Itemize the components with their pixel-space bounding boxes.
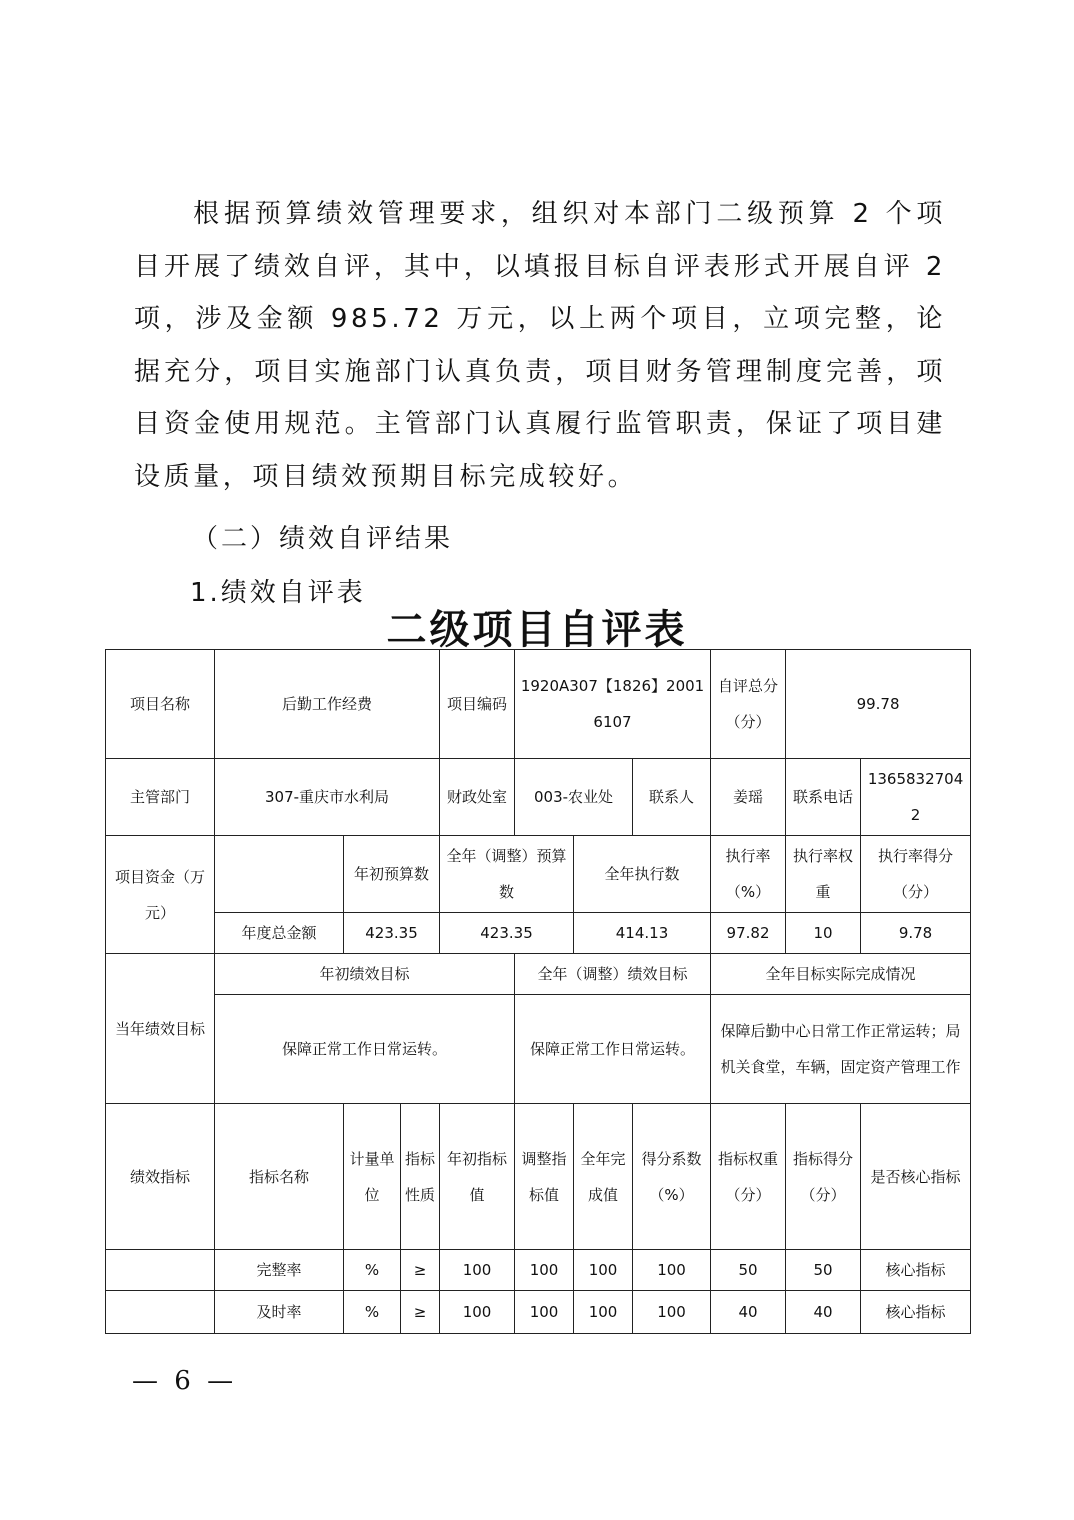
- column-header: 全年执行数: [574, 836, 711, 913]
- cell-label: 当年绩效目标: [106, 954, 215, 1104]
- self-evaluation-table: [105, 649, 971, 1334]
- cell-label: 项目资金（万元）: [106, 836, 215, 954]
- table-cell: 414.13: [574, 913, 711, 954]
- body-paragraph: [134, 188, 946, 503]
- contact: 姜瑶: [711, 759, 786, 836]
- table-cell: 及时率: [215, 1291, 344, 1334]
- table-cell: 40: [711, 1291, 786, 1334]
- column-header: 指标性质: [401, 1104, 440, 1250]
- column-header: 年初预算数: [344, 836, 440, 913]
- table-row: [106, 650, 971, 759]
- cell-label: 财政处室: [440, 759, 515, 836]
- cell-label: 自评总分（分）: [711, 650, 786, 759]
- table-cell: 核心指标: [861, 1291, 971, 1334]
- page-number: — 6 —: [132, 1366, 238, 1396]
- column-header: 得分系数（%）: [633, 1104, 711, 1250]
- table-row: [106, 759, 971, 836]
- column-header: 全年目标实际完成情况: [711, 954, 971, 995]
- table-cell: 100: [633, 1291, 711, 1334]
- table-cell: 100: [440, 1291, 515, 1334]
- table-cell: 40: [786, 1291, 861, 1334]
- empty-cell: [106, 1250, 215, 1291]
- table-cell: ≥: [401, 1250, 440, 1291]
- table-row: [106, 954, 971, 995]
- cell-label: 项目编码: [440, 650, 515, 759]
- column-header: 年初指标值: [440, 1104, 515, 1250]
- cell-label: 联系人: [633, 759, 711, 836]
- cell-label: 项目名称: [106, 650, 215, 759]
- table-row: [106, 836, 971, 913]
- column-header: 指标权重（分）: [711, 1104, 786, 1250]
- table-row: [106, 913, 971, 954]
- column-header: 是否核心指标: [861, 1104, 971, 1250]
- table-cell: 100: [515, 1291, 574, 1334]
- table-cell: 50: [711, 1250, 786, 1291]
- cell-label: 主管部门: [106, 759, 215, 836]
- table-cell: 100: [574, 1291, 633, 1334]
- column-header: 指标得分（分）: [786, 1104, 861, 1250]
- empty-cell: [106, 1291, 215, 1334]
- column-header: 执行率权重: [786, 836, 861, 913]
- body-paragraph-text: 根据预算绩效管理要求，组织对本部门二级预算 2 个项目开展了绩效自评，其中，以填报目标自评表形式开展自评 2 项，涉及金额 985.72 万元，以上两个项目，立项完整，论据充分，项目实施部门认真负责，项目财务管理制度完善，项目资金使用规范。主管部门认真履行监管职责，保证了项目建设质量，项目绩效预期目标完成较好。: [134, 199, 946, 492]
- empty-cell: [215, 836, 344, 913]
- column-header: 执行率得分（分）: [861, 836, 971, 913]
- table-cell: 50: [786, 1250, 861, 1291]
- project-name: 后勤工作经费: [215, 650, 440, 759]
- table-cell: %: [344, 1250, 401, 1291]
- table-cell: 9.78: [861, 913, 971, 954]
- self-score: 99.78: [786, 650, 971, 759]
- table-row: [106, 1291, 971, 1334]
- subsection-heading: 1.绩效自评表: [190, 578, 366, 608]
- table-cell: 100: [515, 1250, 574, 1291]
- table-cell: 核心指标: [861, 1250, 971, 1291]
- table-cell: ≥: [401, 1291, 440, 1334]
- cell-label: 联系电话: [786, 759, 861, 836]
- table-cell: 100: [633, 1250, 711, 1291]
- table-cell: %: [344, 1291, 401, 1334]
- column-header: 全年完成值: [574, 1104, 633, 1250]
- table-cell: 保障正常工作日常运转。: [215, 995, 515, 1104]
- table-cell: 423.35: [440, 913, 574, 954]
- table-cell: 10: [786, 913, 861, 954]
- column-header: 计量单位: [344, 1104, 401, 1250]
- table-cell: 保障后勤中心日常工作正常运转；局机关食堂，车辆，固定资产管理工作: [711, 995, 971, 1104]
- column-header: 调整指标值: [515, 1104, 574, 1250]
- table-title: 二级项目自评表: [386, 606, 688, 653]
- column-header: 执行率（%）: [711, 836, 786, 913]
- project-code: 1920A307【1826】20016107: [515, 650, 711, 759]
- table-cell: 100: [440, 1250, 515, 1291]
- table-cell: 保障正常工作日常运转。: [515, 995, 711, 1104]
- cell-label: 年度总金额: [215, 913, 344, 954]
- phone: 13658327042: [861, 759, 971, 836]
- table-cell: 100: [574, 1250, 633, 1291]
- column-header: 全年（调整）绩效目标: [515, 954, 711, 995]
- table-row: [106, 1250, 971, 1291]
- table-cell: 423.35: [344, 913, 440, 954]
- dept: 307-重庆市水利局: [215, 759, 440, 836]
- cell-label: 绩效指标: [106, 1104, 215, 1250]
- finance-office: 003-农业处: [515, 759, 633, 836]
- column-header: 年初绩效目标: [215, 954, 515, 995]
- table-cell: 97.82: [711, 913, 786, 954]
- table-row: [106, 995, 971, 1104]
- column-header: 指标名称: [215, 1104, 344, 1250]
- column-header: 全年（调整）预算数: [440, 836, 574, 913]
- section-heading: （二）绩效自评结果: [192, 524, 454, 554]
- table-row: [106, 1104, 971, 1250]
- table-cell: 完整率: [215, 1250, 344, 1291]
